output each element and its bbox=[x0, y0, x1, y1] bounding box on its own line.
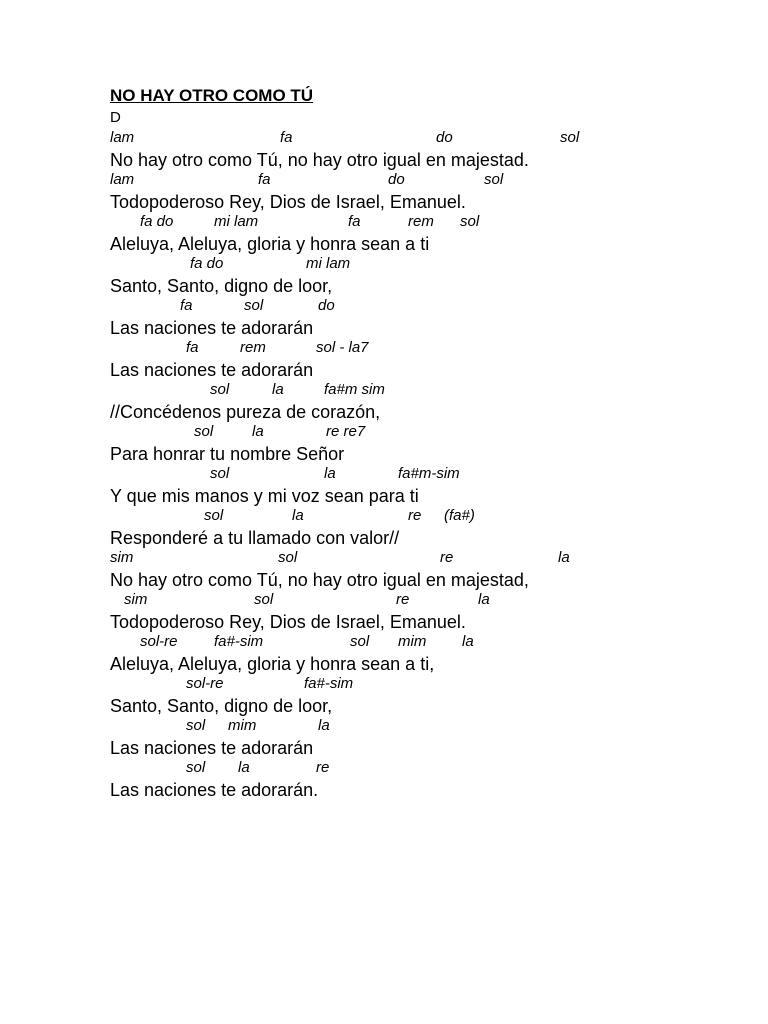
lyric-line: Las naciones te adorarán bbox=[110, 360, 314, 380]
chord: mi lam bbox=[306, 255, 351, 272]
chord: sol bbox=[210, 381, 230, 398]
chord: mi lam bbox=[214, 213, 259, 230]
chord: do bbox=[436, 129, 453, 146]
chord: sim bbox=[124, 591, 148, 608]
chord: sol bbox=[186, 759, 206, 776]
lyric-line: Las naciones te adorarán bbox=[110, 318, 314, 338]
chord: sol bbox=[560, 129, 580, 146]
chord: re re7 bbox=[326, 423, 366, 440]
chord: la bbox=[478, 591, 490, 608]
chord: fa bbox=[186, 339, 199, 356]
chord-row bbox=[0, 591, 768, 609]
chord: sol bbox=[460, 213, 480, 230]
chord-row bbox=[0, 549, 768, 567]
chord: do bbox=[388, 171, 405, 188]
chord: (fa#) bbox=[444, 507, 475, 524]
lyric-line: Las naciones te adorarán bbox=[110, 738, 314, 758]
lyric-line: //Concédenos pureza de corazón, bbox=[110, 402, 381, 422]
chord: sol bbox=[254, 591, 274, 608]
song-title: NO HAY OTRO COMO TÚ bbox=[110, 86, 314, 105]
chord-row bbox=[0, 633, 768, 651]
lyric-line: Para honrar tu nombre Señor bbox=[110, 444, 345, 464]
chord-row bbox=[0, 171, 768, 189]
lyric-line: No hay otro como Tú, no hay otro igual en majestad, bbox=[110, 570, 529, 590]
chord: sol bbox=[350, 633, 370, 650]
chord-row bbox=[0, 339, 768, 357]
chord: rem bbox=[408, 213, 434, 230]
chord: la bbox=[238, 759, 250, 776]
chord: fa bbox=[280, 129, 293, 146]
song-key: D bbox=[110, 109, 121, 126]
chord: do bbox=[318, 297, 335, 314]
lyric-line: No hay otro como Tú, no hay otro igual en majestad. bbox=[110, 150, 529, 170]
lyric-line: Y que mis manos y mi voz sean para ti bbox=[110, 486, 419, 506]
chord: re bbox=[316, 759, 330, 776]
chord-row bbox=[0, 297, 768, 315]
chord: sol bbox=[484, 171, 504, 188]
chord: la bbox=[318, 717, 330, 734]
lyric-line: Responderé a tu llamado con valor// bbox=[110, 528, 400, 548]
chord: lam bbox=[110, 171, 135, 188]
chord-row bbox=[0, 213, 768, 231]
chord-row bbox=[0, 255, 768, 273]
chord: sol bbox=[194, 423, 214, 440]
chord: sol - la7 bbox=[316, 339, 369, 356]
chord-row bbox=[0, 717, 768, 735]
chord: sim bbox=[110, 549, 134, 566]
chord: sol bbox=[278, 549, 298, 566]
chord: fa bbox=[180, 297, 193, 314]
chord: la bbox=[272, 381, 284, 398]
chord: la bbox=[462, 633, 474, 650]
chord: lam bbox=[110, 129, 135, 146]
chord: fa do bbox=[140, 213, 174, 230]
chord: la bbox=[252, 423, 264, 440]
chord: re bbox=[408, 507, 422, 524]
chord: fa#m-sim bbox=[398, 465, 460, 482]
chord-row bbox=[0, 759, 768, 777]
chord: sol bbox=[244, 297, 264, 314]
chord: sol-re bbox=[140, 633, 178, 650]
lyric-line: Santo, Santo, digno de loor, bbox=[110, 276, 333, 296]
chord: mim bbox=[398, 633, 427, 650]
chord: fa bbox=[348, 213, 361, 230]
chord: sol bbox=[186, 717, 206, 734]
chord-row bbox=[0, 465, 768, 483]
chord: fa#-sim bbox=[304, 675, 354, 692]
chord: rem bbox=[240, 339, 266, 356]
chord-row bbox=[0, 423, 768, 441]
chord-row bbox=[0, 507, 768, 525]
chord-row bbox=[0, 129, 768, 147]
lyric-line: Todopoderoso Rey, Dios de Israel, Emanuel. bbox=[110, 612, 466, 632]
chord: sol-re bbox=[186, 675, 224, 692]
lyric-line: Todopoderoso Rey, Dios de Israel, Emanuel. bbox=[110, 192, 466, 212]
chord: fa do bbox=[190, 255, 224, 272]
chord-row bbox=[0, 381, 768, 399]
chord: la bbox=[292, 507, 304, 524]
chord: la bbox=[558, 549, 570, 566]
lyric-line: Santo, Santo, digno de loor, bbox=[110, 696, 333, 716]
chord: la bbox=[324, 465, 336, 482]
chord: mim bbox=[228, 717, 257, 734]
lyric-line: Aleluya, Aleluya, gloria y honra sean a ti, bbox=[110, 654, 435, 674]
chord: re bbox=[396, 591, 410, 608]
chord: sol bbox=[210, 465, 230, 482]
chord: fa bbox=[258, 171, 271, 188]
chord: re bbox=[440, 549, 454, 566]
chord: fa#-sim bbox=[214, 633, 264, 650]
chord-row bbox=[0, 675, 768, 693]
lyric-line: Aleluya, Aleluya, gloria y honra sean a ti bbox=[110, 234, 430, 254]
chord: sol bbox=[204, 507, 224, 524]
lyric-line: Las naciones te adorarán. bbox=[110, 780, 319, 800]
chord: fa#m sim bbox=[324, 381, 385, 398]
